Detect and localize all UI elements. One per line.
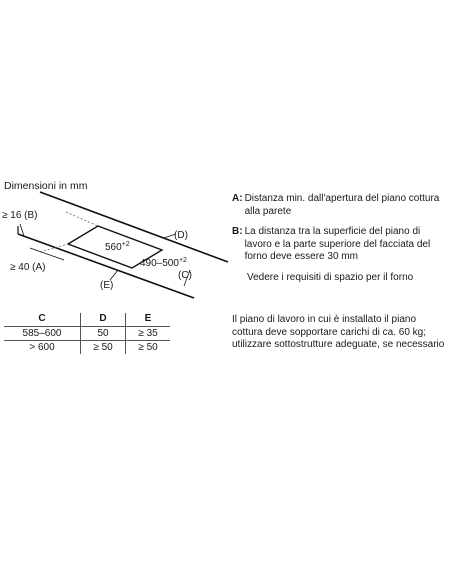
- table-cell: 50: [81, 327, 126, 341]
- note-a-key: A:: [232, 193, 243, 204]
- table-cell: ≥ 50: [126, 341, 171, 355]
- table-cell: ≥ 50: [81, 341, 126, 355]
- note-b-text: La distanza tra la superficie del piano di lavoro e la parte superiore del facciata del forno deve essere 30 mm: [244, 226, 431, 262]
- table-header-c: C: [38, 313, 46, 324]
- table-cell: 585–600: [4, 327, 81, 341]
- table-cell: > 600: [4, 341, 81, 355]
- table-cell: ≥ 35: [126, 327, 171, 341]
- note-b: [232, 226, 448, 264]
- oven-note: Vedere i requisiti di spazio per il forno: [247, 271, 414, 283]
- dim-e-line: [110, 270, 118, 280]
- note-a-text: Distanza min. dall'apertura del piano cottura alla parete: [244, 193, 440, 217]
- note-b-key: B:: [232, 226, 243, 237]
- table-header-d: D: [81, 313, 126, 327]
- dash-line-back: [66, 212, 98, 226]
- table-header-e: E: [126, 313, 171, 327]
- label-d: (D): [174, 230, 188, 241]
- label-a: ≥ 40 (A): [10, 262, 46, 273]
- dim-a-line: [30, 248, 64, 260]
- label-cutout-width: $490-500^{+2}$: [140, 257, 187, 269]
- notes-panel: [232, 193, 448, 352]
- dimensions-title: Dimensioni in mm: [4, 180, 88, 192]
- label-cutout-depth: $560^{+2}$: [105, 241, 130, 253]
- table-row: [4, 327, 170, 341]
- note-a: [232, 193, 448, 218]
- label-c: (C): [178, 270, 192, 281]
- table-row: [4, 341, 170, 355]
- cutout-diagram: [0, 190, 230, 310]
- label-b: ≥ 16 (B): [2, 210, 38, 221]
- load-note: Il piano di lavoro in cui è installato il piano cottura deve sopportare carichi di ca. 60 kg; utilizzare sottostrutture adeguate, se necessario: [232, 314, 445, 350]
- dimensions-table: [4, 313, 170, 354]
- label-e: (E): [100, 280, 114, 291]
